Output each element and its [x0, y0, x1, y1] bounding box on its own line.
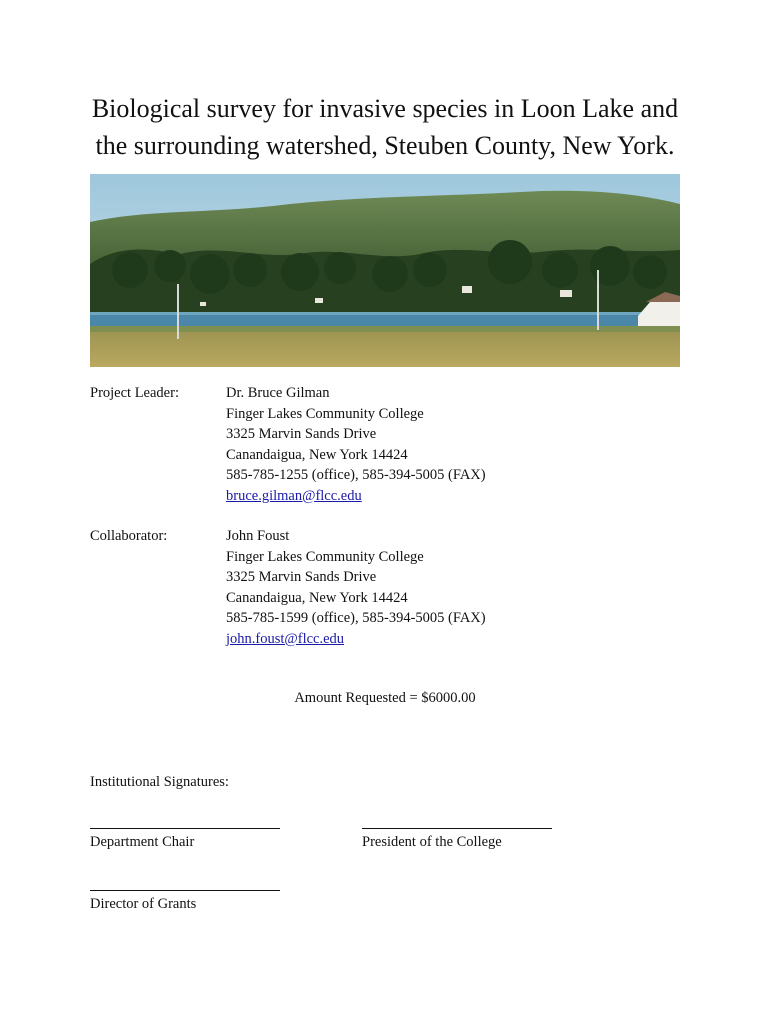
director-of-grants-signature-line	[90, 890, 280, 891]
collaborator-email-link[interactable]: john.foust@flcc.edu	[226, 630, 345, 647]
leader-organization: Finger Lakes Community College	[226, 405, 424, 422]
leader-street: 3325 Marvin Sands Drive	[226, 426, 377, 442]
collaborator-street: 3325 Marvin Sands Drive	[226, 569, 377, 585]
collaborator-phone: 585-785-1599 (office), 585-394-5005 (FAX)	[226, 610, 486, 626]
collaborator-label: Collaborator:	[90, 528, 168, 544]
collaborator-organization: Finger Lakes Community College	[226, 548, 424, 565]
project-leader-label: Project Leader:	[90, 385, 179, 401]
document-title	[60, 90, 710, 164]
amount-requested: Amount Requested = $6000.00	[294, 690, 476, 706]
title-line-1: Biological survey for invasive species in Loon Lake and	[91, 94, 679, 123]
title-line-2: the surrounding watershed, Steuben County, New York.	[95, 131, 675, 160]
department-chair-label: Department Chair	[90, 834, 195, 850]
president-label: President of the College	[362, 834, 502, 850]
department-chair-signature-line	[90, 828, 280, 829]
collaborator-city: Canandaigua, New York 14424	[226, 589, 408, 606]
leader-phone: 585-785-1255 (office), 585-394-5005 (FAX)	[226, 467, 486, 483]
director-of-grants-label: Director of Grants	[90, 896, 197, 912]
leader-email-link[interactable]: bruce.gilman@flcc.edu	[226, 487, 362, 504]
leader-name: Dr. Bruce Gilman	[226, 385, 330, 401]
leader-city: Canandaigua, New York 14424	[226, 446, 408, 463]
collaborator-name: John Foust	[226, 528, 290, 544]
lake-landscape-photo	[90, 174, 680, 367]
signatures-heading: Institutional Signatures:	[90, 774, 229, 790]
president-signature-line	[362, 828, 552, 829]
